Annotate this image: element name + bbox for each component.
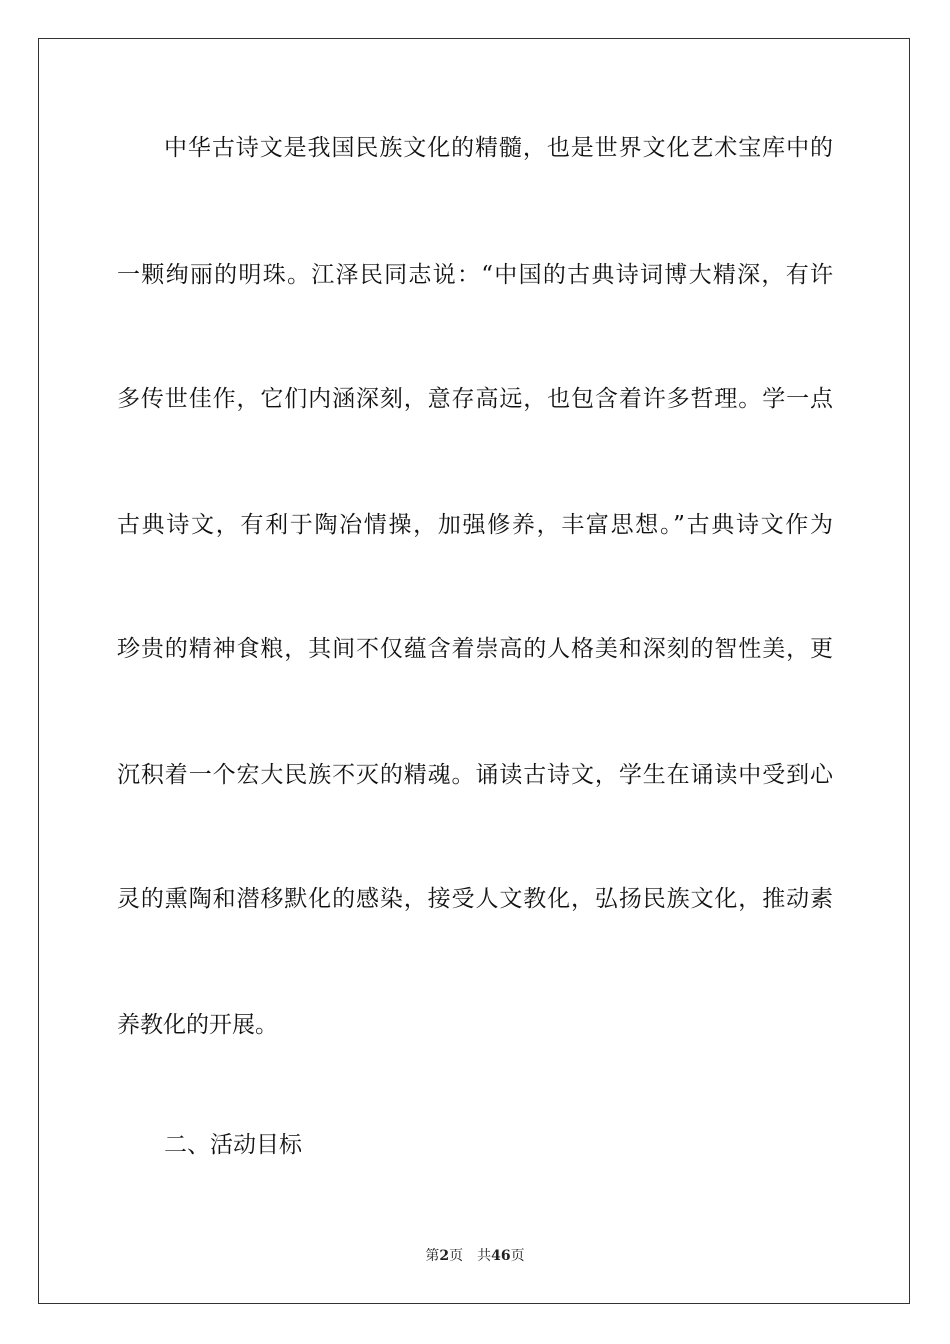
paragraph-line-2: 一颗绚丽的明珠。江泽民同志说：“中国的古典诗词博大精深，有许 xyxy=(117,262,833,288)
paragraph-line-8: 养教化的开展。 xyxy=(117,1012,278,1038)
paragraph-line-1: 中华古诗文是我国民族文化的精髓，也是世界文化艺术宝库中的 xyxy=(164,135,833,161)
section-heading: 二、活动目标 xyxy=(164,1132,302,1158)
paragraph-line-4: 古典诗文，有利于陶冶情操，加强修养，丰富思想。”古典诗文作为 xyxy=(117,512,833,538)
page-border xyxy=(38,38,910,1304)
paragraph-line-7: 灵的熏陶和潜移默化的感染，接受人文教化，弘扬民族文化，推动素 xyxy=(117,886,833,912)
page-prefix: 第 xyxy=(425,1248,440,1264)
page-footer xyxy=(0,1247,950,1265)
page-suffix: 页 xyxy=(449,1248,464,1264)
paragraph-line-6: 沉积着一个宏大民族不灭的精魂。诵读古诗文，学生在诵读中受到心 xyxy=(117,762,833,788)
total-prefix: 共 xyxy=(477,1248,492,1264)
total-pages: 46 xyxy=(491,1248,511,1264)
page-number: 2 xyxy=(439,1248,450,1264)
paragraph-line-3: 多传世佳作，它们内涵深刻，意存高远，也包含着许多哲理。学一点 xyxy=(117,386,833,412)
total-suffix: 页 xyxy=(510,1248,525,1264)
paragraph-line-5: 珍贵的精神食粮，其间不仅蕴含着崇高的人格美和深刻的智性美，更 xyxy=(117,636,833,662)
